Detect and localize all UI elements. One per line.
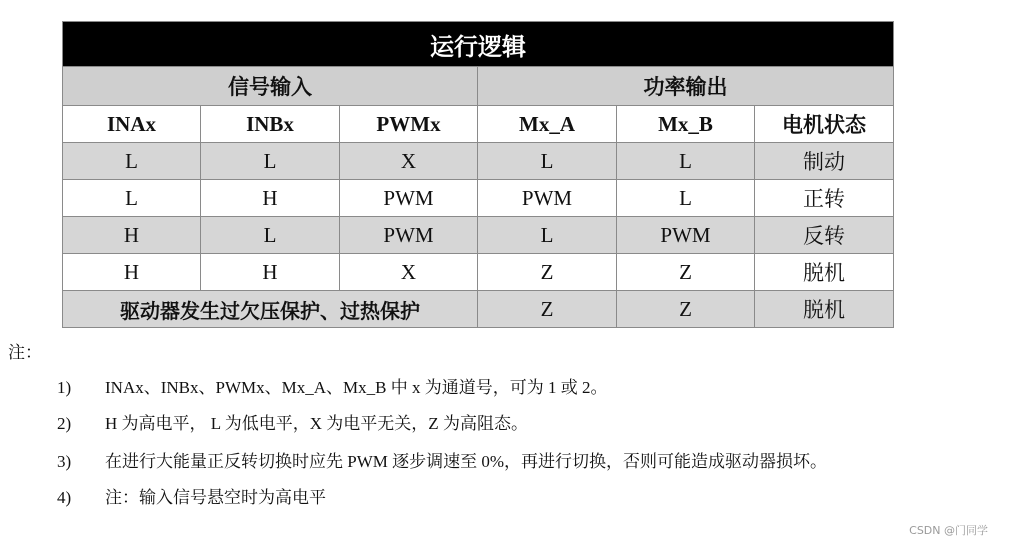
column-header-row: [63, 106, 894, 143]
col-header-inax: INAx: [63, 106, 201, 143]
cell-mx-a: Z: [478, 291, 617, 328]
notes-label: 注：: [8, 343, 42, 363]
col-header-mx-b: Mx_B: [617, 106, 755, 143]
cell-motor-state: 脱机: [755, 254, 894, 291]
cell-inax: H: [63, 254, 201, 291]
cell-inbx: L: [201, 217, 340, 254]
cell-inax: H: [63, 217, 201, 254]
note-text: 注：输入信号悬空时为高电平: [105, 488, 326, 507]
cell-motor-state: 反转: [755, 217, 894, 254]
col-header-pwmx: PWMx: [340, 106, 478, 143]
note-item: [57, 409, 528, 434]
note-number: 4): [57, 488, 72, 507]
table-row: [63, 180, 894, 217]
cell-inbx: H: [201, 254, 340, 291]
cell-mx-b: Z: [617, 254, 755, 291]
note-item: [57, 447, 827, 472]
cell-mx-b: L: [617, 143, 755, 180]
note-number: 1): [57, 378, 72, 397]
group-signal-input: 信号输入: [63, 67, 478, 106]
cell-pwmx: PWM: [340, 180, 478, 217]
cell-mx-a: L: [478, 143, 617, 180]
cell-inbx: H: [201, 180, 340, 217]
cell-mx-a: PWM: [478, 180, 617, 217]
cell-pwmx: X: [340, 143, 478, 180]
cell-motor-state: 脱机: [755, 291, 894, 328]
col-header-mx-a: Mx_A: [478, 106, 617, 143]
cell-inax: L: [63, 143, 201, 180]
cell-motor-state: 正转: [755, 180, 894, 217]
note-text: 在进行大能量正反转切换时应先 PWM 逐步调速至 0%，再进行切换，否则可能造成驱动器损坏。: [105, 452, 828, 471]
cell-pwmx: X: [340, 254, 478, 291]
note-number: 3): [57, 452, 72, 471]
protection-label: 驱动器发生过欠压保护、过热保护: [63, 291, 478, 328]
cell-inbx: L: [201, 143, 340, 180]
cell-pwmx: PWM: [340, 217, 478, 254]
cell-mx-b: PWM: [617, 217, 755, 254]
table-row: [63, 254, 894, 291]
cell-motor-state: 制动: [755, 143, 894, 180]
table-row: [63, 143, 894, 180]
col-header-inbx: INBx: [201, 106, 340, 143]
note-text: H 为高电平， L 为低电平，X 为电平无关，Z 为高阻态。: [105, 414, 528, 433]
logic-table: [62, 21, 894, 328]
cell-mx-b: L: [617, 180, 755, 217]
cell-mx-a: L: [478, 217, 617, 254]
table-title: 运行逻辑: [63, 22, 894, 67]
group-power-output: 功率输出: [478, 67, 894, 106]
cell-mx-a: Z: [478, 254, 617, 291]
cell-inax: L: [63, 180, 201, 217]
note-text: INAx、INBx、PWMx、Mx_A、Mx_B 中 x 为通道号，可为 1 或 2。: [105, 378, 608, 397]
watermark: CSDN @门同学: [909, 524, 988, 537]
note-number: 2): [57, 414, 72, 433]
protection-row: [63, 291, 894, 328]
note-item: [57, 373, 607, 398]
group-header-row: [63, 67, 894, 106]
col-header-motor-state: 电机状态: [755, 106, 894, 143]
cell-mx-b: Z: [617, 291, 755, 328]
table-row: [63, 217, 894, 254]
table-title-row: [63, 22, 894, 67]
note-item: [57, 483, 326, 508]
